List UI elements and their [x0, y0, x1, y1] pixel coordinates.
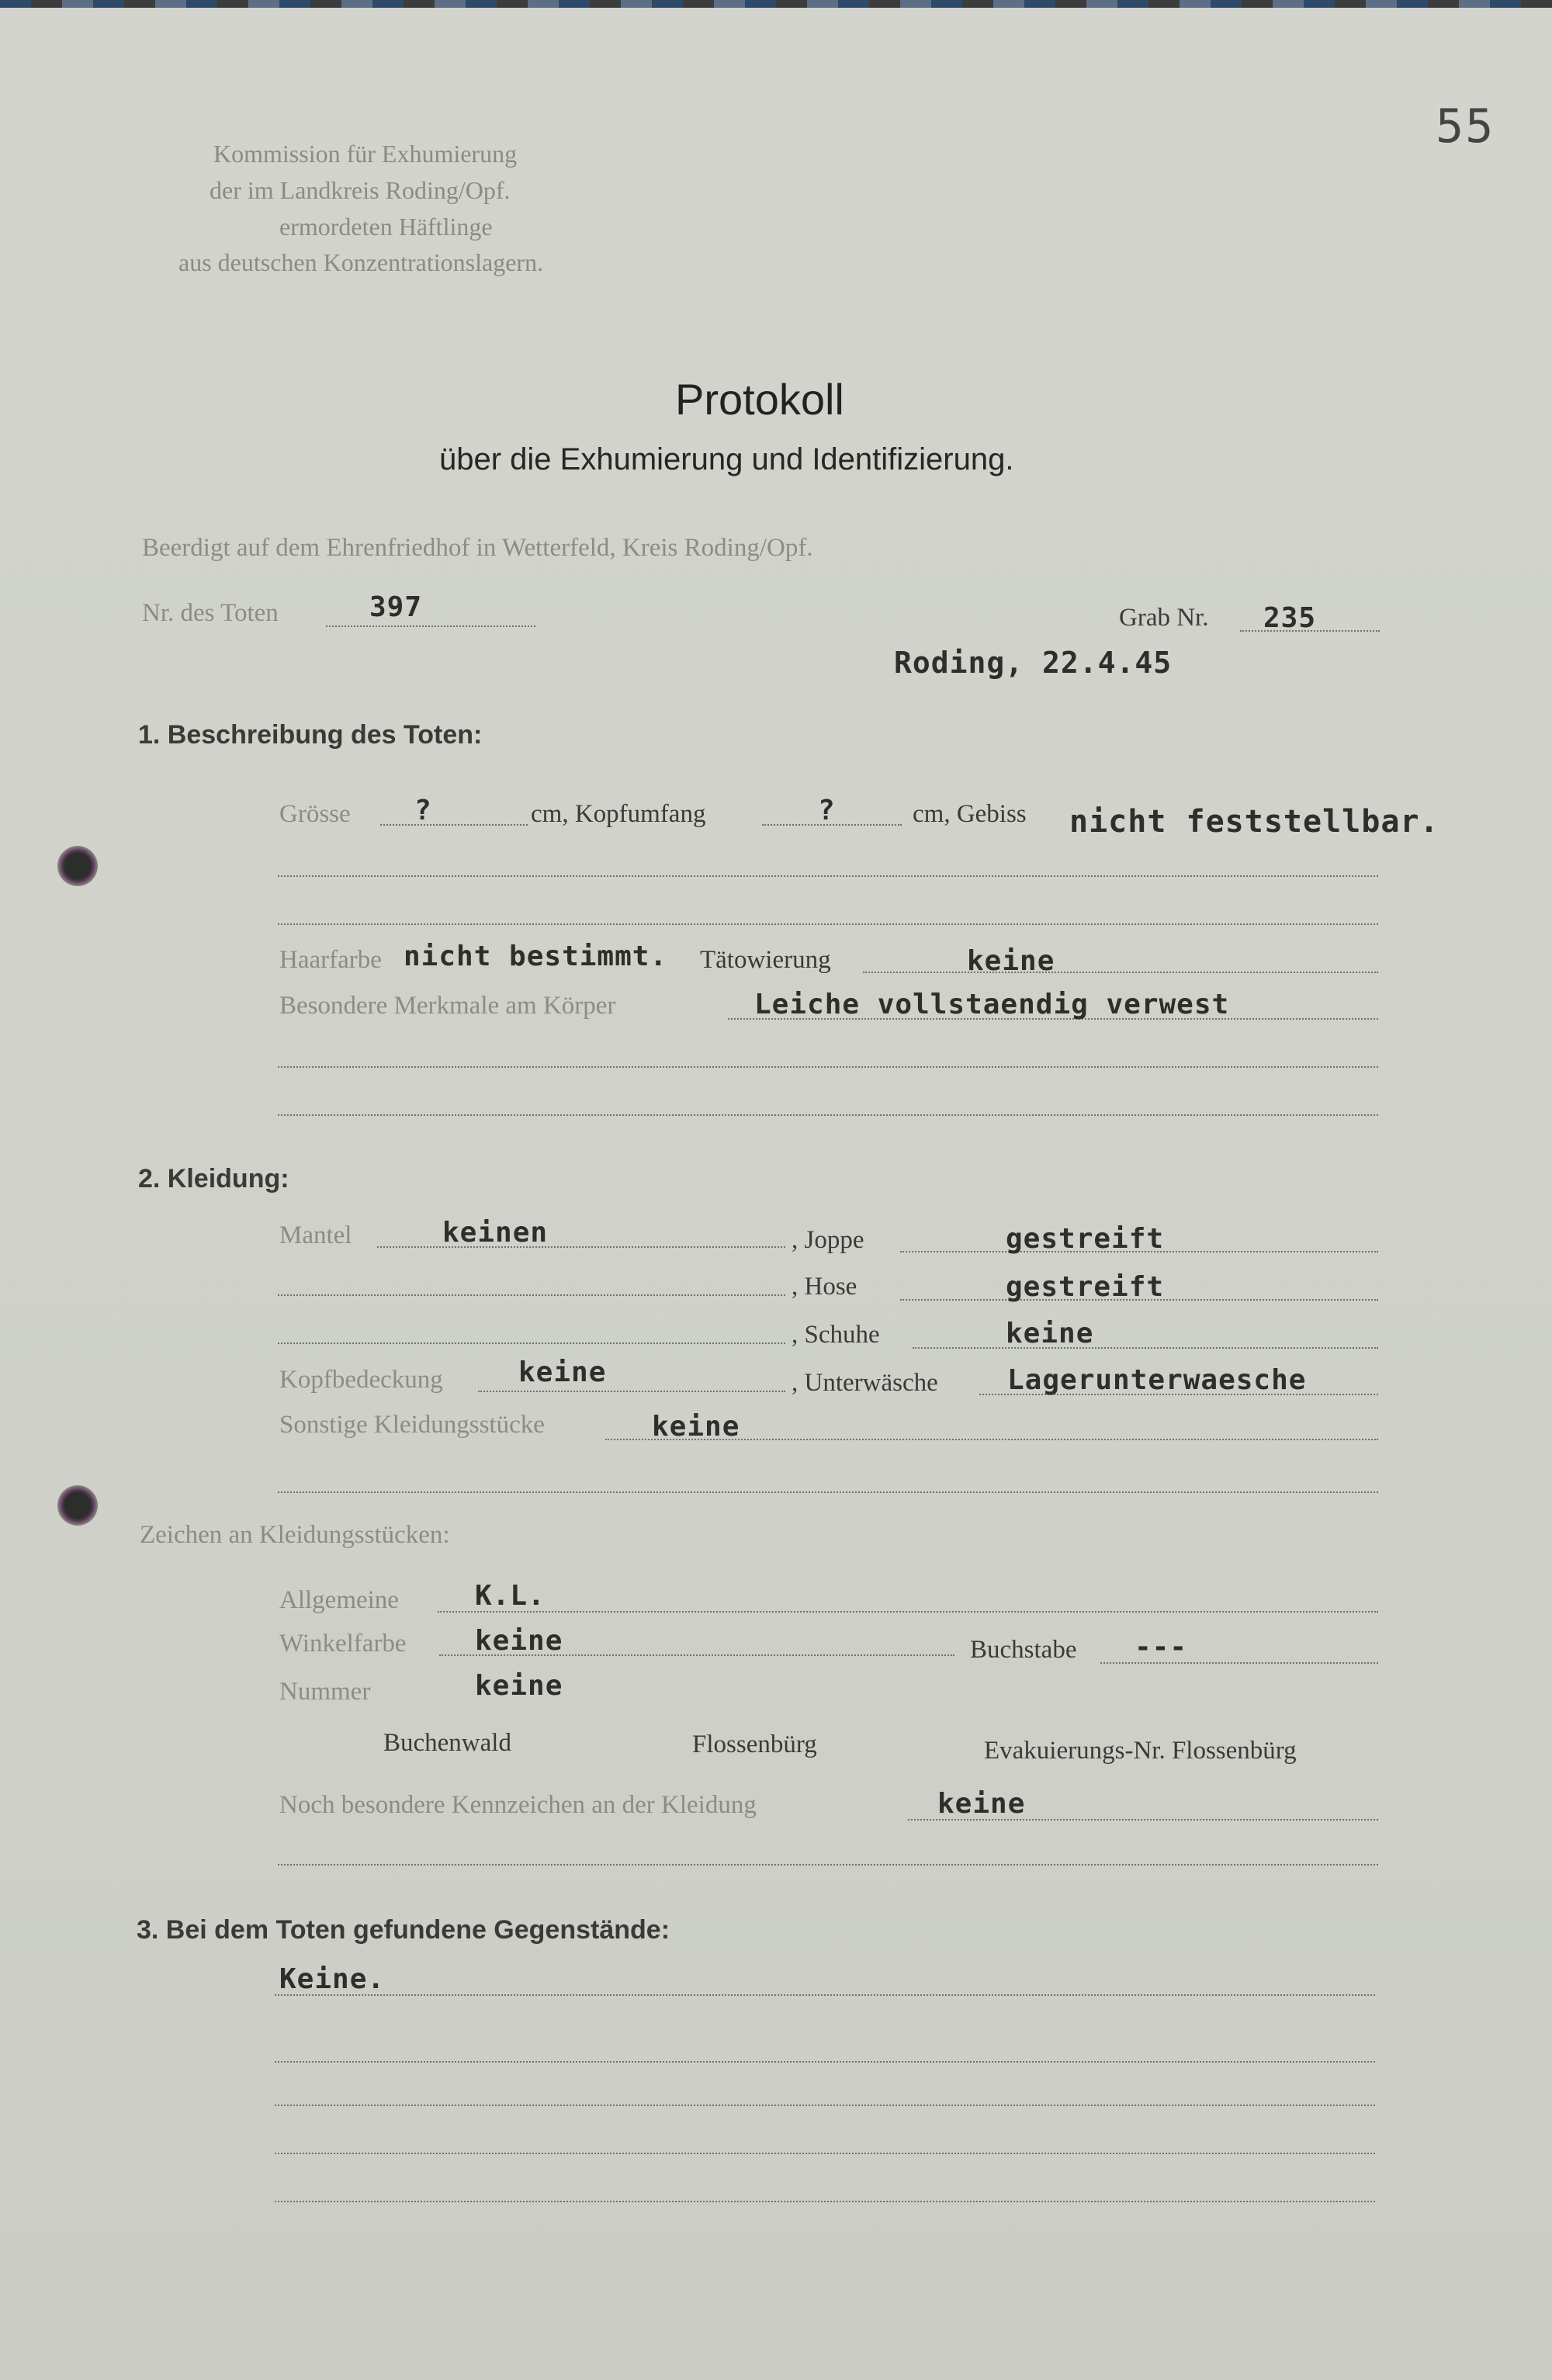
- blank-line-4: [278, 1114, 1378, 1116]
- tattoo-value: keine: [967, 945, 1055, 977]
- trousers-value: gestreift: [1006, 1271, 1165, 1303]
- height-line: [380, 824, 528, 826]
- height-value: ?: [414, 795, 432, 826]
- camp-flossenbuerg: Flossenbürg: [692, 1730, 817, 1758]
- place-date: Roding, 22.4.45: [894, 646, 1173, 680]
- grave-number-label: Grab Nr.: [1119, 604, 1209, 632]
- general-label: Allgemeine: [279, 1586, 399, 1614]
- grave-number-value: 235: [1263, 602, 1317, 634]
- teeth-value: nicht feststellbar.: [1069, 804, 1439, 840]
- general-line: [438, 1611, 1378, 1613]
- coat-value: keinen: [442, 1217, 549, 1249]
- commission-line-2: der im Landkreis Roding/Opf.: [210, 176, 511, 204]
- angle-color-value: keine: [475, 1625, 563, 1657]
- letter-value: ---: [1135, 1631, 1188, 1663]
- blank-line-5: [278, 1491, 1378, 1493]
- found-items-value: Keine.: [279, 1963, 386, 1995]
- dead-number-line: [326, 625, 535, 627]
- underwear-label: , Unterwäsche: [792, 1369, 938, 1397]
- page-title: Protokoll: [675, 375, 844, 424]
- shoes-label: , Schuhe: [792, 1321, 880, 1349]
- coat-label: Mantel: [279, 1221, 352, 1249]
- height-label: Grösse: [279, 800, 351, 828]
- marks-value: Leiche vollstaendig verwest: [754, 989, 1230, 1020]
- headwear-label: Kopfbedeckung: [279, 1366, 443, 1394]
- blank-line-7: [275, 1994, 1375, 1996]
- dead-number-value: 397: [369, 591, 423, 623]
- burial-line: Beerdigt auf dem Ehrenfriedhof in Wetterfeld, Kreis Roding/Opf.: [142, 534, 813, 562]
- general-value: K.L.: [475, 1580, 546, 1612]
- shoes-line: [913, 1347, 1378, 1349]
- shoes-prefix-line: [278, 1342, 785, 1344]
- page-number: 55: [1436, 99, 1495, 154]
- commission-line-1: Kommission für Exhumierung: [213, 140, 518, 168]
- cm-head-label: cm, Kopfumfang: [531, 800, 706, 828]
- jacket-label: , Joppe: [792, 1226, 864, 1254]
- page-subtitle: über die Exhumierung und Identifizierung.: [439, 442, 1014, 476]
- other-clothing-label: Sonstige Kleidungsstücke: [279, 1411, 545, 1439]
- coat-line: [377, 1246, 785, 1248]
- trousers-label: , Hose: [792, 1273, 857, 1301]
- further-marks-label: Noch besondere Kennzeichen an der Kleidung: [279, 1791, 757, 1819]
- blank-line-8: [275, 2061, 1375, 2063]
- section-3-heading: 3. Bei dem Toten gefundene Gegenstände:: [137, 1915, 670, 1945]
- tattoo-label: Tätowierung: [700, 946, 831, 974]
- tattoo-line: [863, 972, 1378, 973]
- dead-number-label: Nr. des Toten: [142, 599, 279, 627]
- blank-line-2: [278, 923, 1378, 925]
- blank-line-6: [278, 1864, 1378, 1866]
- number-value: keine: [475, 1670, 563, 1702]
- headwear-line: [478, 1391, 785, 1392]
- head-value: ?: [818, 795, 836, 826]
- section-1-heading: 1. Beschreibung des Toten:: [138, 720, 483, 750]
- headwear-value: keine: [518, 1356, 607, 1388]
- commission-line-3: ermordeten Häftlinge: [279, 213, 493, 241]
- letter-label: Buchstabe: [970, 1636, 1077, 1664]
- commission-line-4: aus deutschen Konzentrationslagern.: [178, 248, 544, 276]
- angle-color-label: Winkelfarbe: [279, 1630, 407, 1658]
- shoes-value: keine: [1006, 1318, 1094, 1349]
- blank-line-1: [278, 875, 1378, 877]
- marks-heading: Zeichen an Kleidungsstücken:: [140, 1521, 450, 1549]
- camp-buchenwald: Buchenwald: [383, 1729, 511, 1757]
- punch-hole-top: [57, 846, 98, 886]
- trousers-prefix-line: [278, 1294, 785, 1296]
- blank-line-3: [278, 1066, 1378, 1068]
- blank-line-11: [275, 2201, 1375, 2202]
- hair-label: Haarfarbe: [279, 946, 382, 974]
- number-label: Nummer: [279, 1678, 371, 1706]
- underwear-value: Lagerunterwaesche: [1007, 1364, 1307, 1396]
- further-marks-value: keine: [937, 1788, 1026, 1820]
- blank-line-9: [275, 2105, 1375, 2106]
- other-clothing-value: keine: [652, 1411, 740, 1443]
- blank-line-10: [275, 2153, 1375, 2154]
- cm-teeth-label: cm, Gebiss: [913, 800, 1027, 828]
- hair-value: nicht bestimmt.: [404, 941, 668, 972]
- punch-hole-bottom: [57, 1485, 98, 1526]
- jacket-value: gestreift: [1006, 1223, 1165, 1255]
- section-2-heading: 2. Kleidung:: [138, 1164, 289, 1193]
- marks-label: Besondere Merkmale am Körper: [279, 992, 616, 1020]
- scan-edge: [0, 0, 1552, 8]
- evacuation-number: Evakuierungs-Nr. Flossenbürg: [984, 1737, 1297, 1765]
